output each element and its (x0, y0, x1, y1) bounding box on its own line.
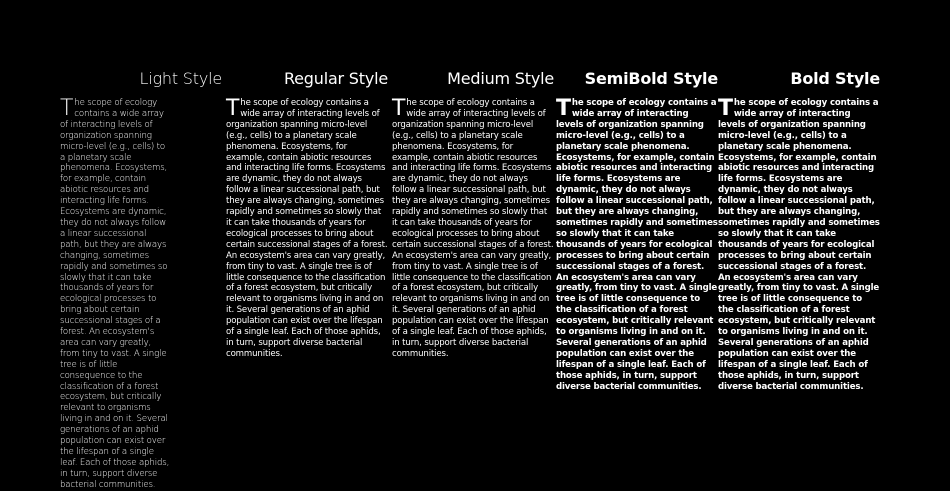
drop-cap: T (718, 96, 733, 121)
specimen-paragraph-medium (392, 98, 554, 360)
specimen-paragraph-bold (718, 98, 880, 392)
paragraph-text: he scope of ecology contains a wide array of interacting levels of organization spanning micro-level (e.g., cells) to a planetary scale phenomena. Ecosystems, for example, contain abiotic resources and interacting life forms. Ecosystems are dynamic, they do not always follow a linear successional path, but they are always changing, sometimes rapidly and sometimes so slowly that it can take thousands of years for ecological processes to bring about certain successional stages of a forest. An ecosystem's area can vary greatly, from tiny to vast. A single tree is of little consequence to the classification of a forest ecosystem, but critically relevant to organisms living in and on it. Several generations of an aphid population can exist over the lifespan of a single leaf. Each of those aphids, in turn, support diverse bacterial communities. (60, 98, 170, 490)
specimen-paragraph-regular (226, 98, 388, 360)
drop-cap: T (392, 96, 406, 121)
paragraph-text: he scope of ecology contains a wide array of interacting levels of organization spanning micro-level (e.g., cells) to a planetary scale phenomena. Ecosystems, for example, contain abiotic resources and interacting life forms. Ecosystems are dynamic, they do not always follow a linear successional path, but they are always changing, sometimes rapidly and sometimes so slowly that it can take thousands of years for ecological processes to bring about certain successional stages of a forest. An ecosystem's area can vary greatly, from tiny to vast. A single tree is of little consequence to the classification of a forest ecosystem, but critically relevant to organisms living in and on it. Several generations of an aphid population can exist over the lifespan of a single leaf. Each of those aphids, in turn, support diverse bacterial communities. (392, 98, 554, 359)
column-medium (392, 66, 554, 360)
style-title-medium: Medium Style (447, 69, 554, 88)
style-title-semibold: SemiBold Style (584, 69, 718, 88)
specimen-paragraph-semibold (556, 98, 718, 392)
style-title-bold: Bold Style (790, 69, 880, 88)
style-title-regular: Regular Style (283, 69, 388, 88)
paragraph-text: he scope of ecology contains a wide array of interacting levels of organization spanning micro-level (e.g., cells) to a planetary scale phenomena. Ecosystems, for example, contain abiotic resources and interacting life forms. Ecosystems are dynamic, they do not always follow a linear successional path, but they are always changing, sometimes rapidly and sometimes so slowly that it can take thousands of years for ecological processes to bring about certain successional stages of a forest. An ecosystem's area can vary greatly, from tiny to vast. A single tree is of little consequence to the classification of a forest ecosystem, but critically relevant to organisms living in and on it. Several generations of an aphid population can exist over the lifespan of a single leaf. Each of those aphids, in turn, support diverse bacterial communities. (226, 98, 388, 359)
drop-cap: T (556, 96, 571, 121)
paragraph-text: he scope of ecology contains a wide array of interacting levels of organization spanning micro-level (e.g., cells) to a planetary scale phenomena. Ecosystems, for example, contain abiotic resources and interacting life forms. Ecosystems are dynamic, they do not always follow a linear successional path, but they are always changing, sometimes rapidly and sometimes so slowly that it can take thousands of years for ecological processes to bring about certain successional stages of a forest. An ecosystem's area can vary greatly, from tiny to vast. A single tree is of little consequence to the classification of a forest ecosystem, but critically relevant to organisms living in and on it. Several generations of an aphid population can exist over the lifespan of a single leaf. Each of those aphids, in turn, support diverse bacterial communities. (718, 98, 880, 392)
paragraph-text: he scope of ecology contains a wide array of interacting levels of organization spanning micro-level (e.g., cells) to a planetary scale phenomena. Ecosystems, for example, contain abiotic resources and interacting life forms. Ecosystems are dynamic, they do not always follow a linear successional path, but they are always changing, sometimes rapidly and sometimes so slowly that it can take thousands of years for ecological processes to bring about certain successional stages of a forest. An ecosystem's area can vary greatly, from tiny to vast. A single tree is of little consequence to the classification of a forest ecosystem, but critically relevant to organisms living in and on it. Several generations of an aphid population can exist over the lifespan of a single leaf. Each of those aphids, in turn, support diverse bacterial communities. (556, 98, 718, 392)
column-bold (718, 66, 880, 392)
column-semibold (556, 66, 718, 392)
drop-cap: T (60, 96, 74, 121)
column-regular (226, 66, 388, 360)
drop-cap: T (226, 96, 240, 121)
specimen-paragraph-light (8, 98, 170, 491)
column-light (60, 66, 222, 491)
style-title-light: Light Style (139, 69, 222, 88)
